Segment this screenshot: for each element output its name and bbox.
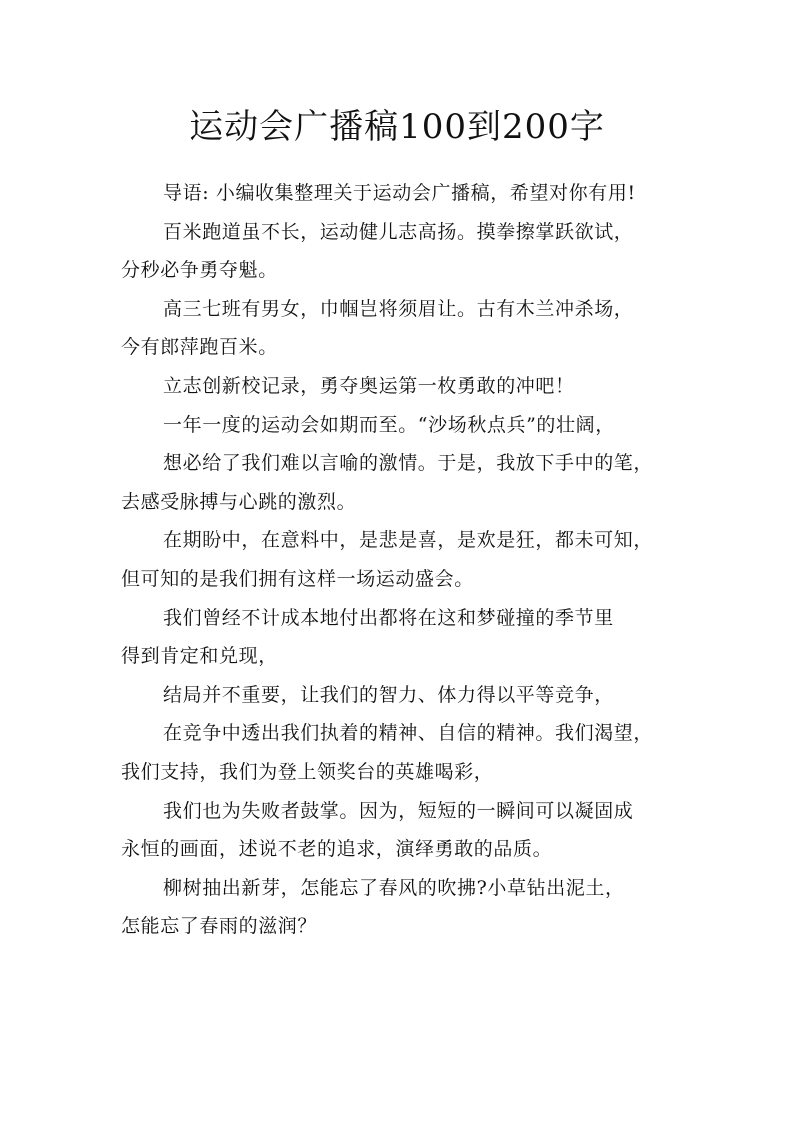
- paragraph-line: 立志创新校记录，勇夺奥运第一枚勇敢的冲吧！: [163, 374, 575, 397]
- paragraph-line: 百米跑道虽不长，运动健儿志高扬。摸拳擦掌跃欲试，: [163, 220, 634, 243]
- paragraph-line: 柳树抽出新芽，怎能忘了春风的吹拂?小草钻出泥土，: [163, 876, 625, 899]
- paragraph-line: 导语: 小编收集整理关于运动会广播稿，希望对你有用!: [163, 182, 636, 204]
- paragraph-line: 我们也为失败者鼓掌。因为，短短的一瞬间可以凝固成: [163, 799, 634, 822]
- paragraph-line: 一年一度的运动会如期而至。“沙场秋点兵”的壮阔，: [163, 413, 615, 436]
- paragraph-line: 想必给了我们难以言喻的激情。于是，我放下手中的笔，: [163, 452, 654, 475]
- paragraph-line: 结局并不重要，让我们的智力、体力得以平等竞争，: [163, 683, 614, 706]
- paragraph-line: 得到肯定和兑现，: [121, 645, 278, 668]
- paragraph-line: 分秒必争勇夺魁。: [121, 259, 278, 282]
- paragraph-line: 去感受脉搏与心跳的激烈。: [121, 490, 357, 513]
- paragraph-line: 但可知的是我们拥有这样一场运动盛会。: [121, 567, 474, 590]
- paragraph-line: 我们曾经不计成本地付出都将在这和梦碰撞的季节里: [163, 606, 614, 629]
- paragraph-line: 今有郎萍跑百米。: [121, 336, 278, 359]
- paragraph-line: 怎能忘了春雨的滋润？: [121, 915, 318, 938]
- paragraph-line: 我们支持，我们为登上领奖台的英雄喝彩，: [121, 760, 494, 783]
- paragraph-line: 在竞争中透出我们执着的精神、自信的精神。我们渴望，: [163, 722, 654, 745]
- paragraph-line: 在期盼中，在意料中，是悲是喜，是欢是狂，都未可知，: [163, 529, 654, 552]
- paragraph-line: 永恒的画面，述说不老的追求，演绎勇敢的品质。: [121, 838, 553, 861]
- page-title: 运动会广播稿100到200字: [189, 107, 605, 147]
- document-body: [121, 174, 681, 946]
- paragraph-line: 高三七班有男女，巾帼岂将须眉让。古有木兰冲杀场，: [163, 297, 634, 320]
